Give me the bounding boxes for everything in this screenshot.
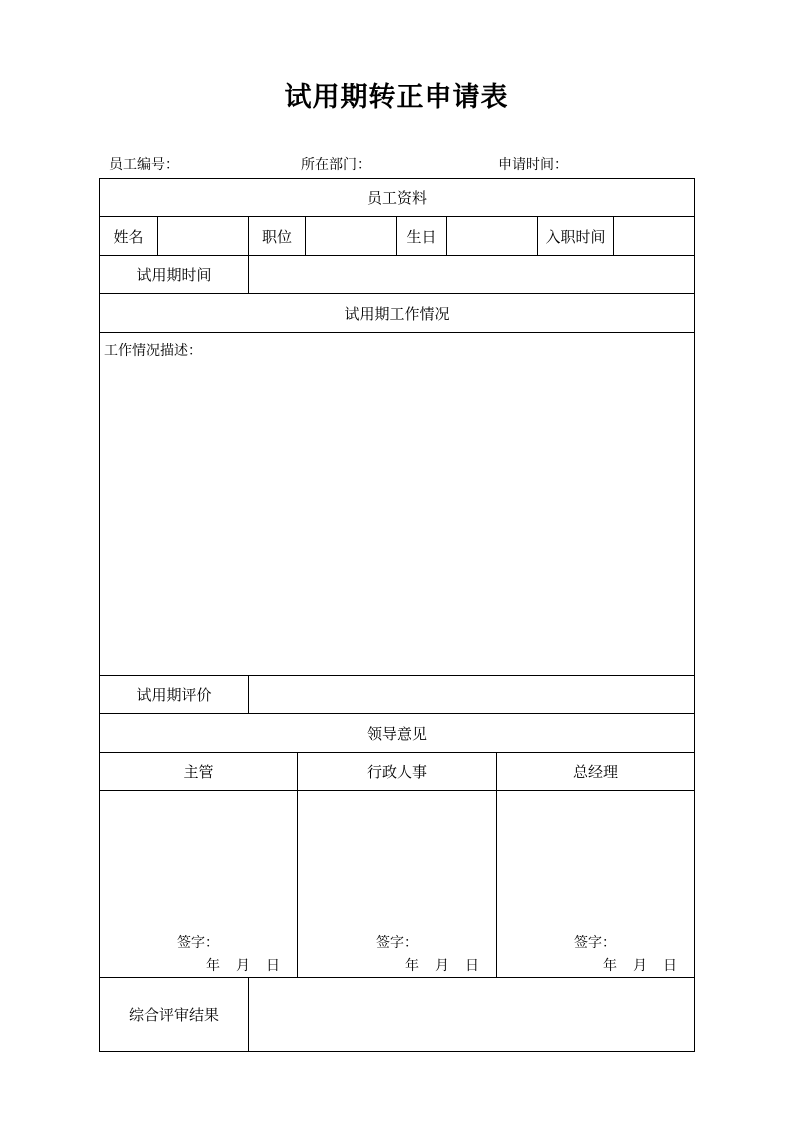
application-form [99,178,695,1052]
probation-time-label: 试用期时间 [136,266,212,284]
name-value[interactable] [158,217,248,255]
work-description-label: 工作情况描述： [104,343,202,359]
hire-date-label: 入职时间 [545,227,606,246]
year-label: 年 [603,958,617,974]
general-manager-header: 总经理 [572,763,618,781]
page-title: 试用期转正申请表 [284,82,509,113]
apply-time-label: 申请时间： [498,157,568,173]
section-leader-opinion: 领导意见 [366,724,427,743]
section-employee-info: 员工资料 [366,189,427,207]
birthday-label: 生日 [406,227,437,246]
supervisor-header: 主管 [183,763,214,781]
month-label: 月 [236,958,250,974]
month-label: 月 [633,958,647,974]
admin-hr-header: 行政人事 [366,763,427,781]
position-label: 职位 [261,227,292,246]
year-label: 年 [405,958,419,974]
hire-date-value[interactable] [614,217,694,255]
supervisor-sign-label: 签字： [177,935,219,951]
birthday-value[interactable] [447,217,537,255]
probation-time-value[interactable] [249,256,694,293]
day-label: 日 [465,958,479,974]
probation-evaluation-label: 试用期评价 [136,686,212,704]
supervisor-date [206,955,280,975]
year-label: 年 [206,958,220,974]
row-divider [100,790,694,791]
day-label: 日 [663,958,677,974]
general-manager-date [603,955,677,975]
general-manager-sign-label: 签字： [574,935,616,951]
section-work-status: 试用期工作情况 [344,304,450,323]
admin-hr-sign-label: 签字： [376,935,418,951]
admin-hr-date [405,955,479,975]
final-result-value[interactable] [249,978,694,1051]
day-label: 日 [266,958,280,974]
final-result-label: 综合评审结果 [128,1006,219,1024]
department-label: 所在部门： [301,157,371,173]
work-description-area[interactable] [100,361,694,673]
row-divider [100,332,694,333]
position-value[interactable] [306,217,396,255]
name-label: 姓名 [113,227,144,246]
month-label: 月 [435,958,449,974]
employee-no-label: 员工编号： [109,157,179,173]
probation-evaluation-value[interactable] [249,676,694,713]
